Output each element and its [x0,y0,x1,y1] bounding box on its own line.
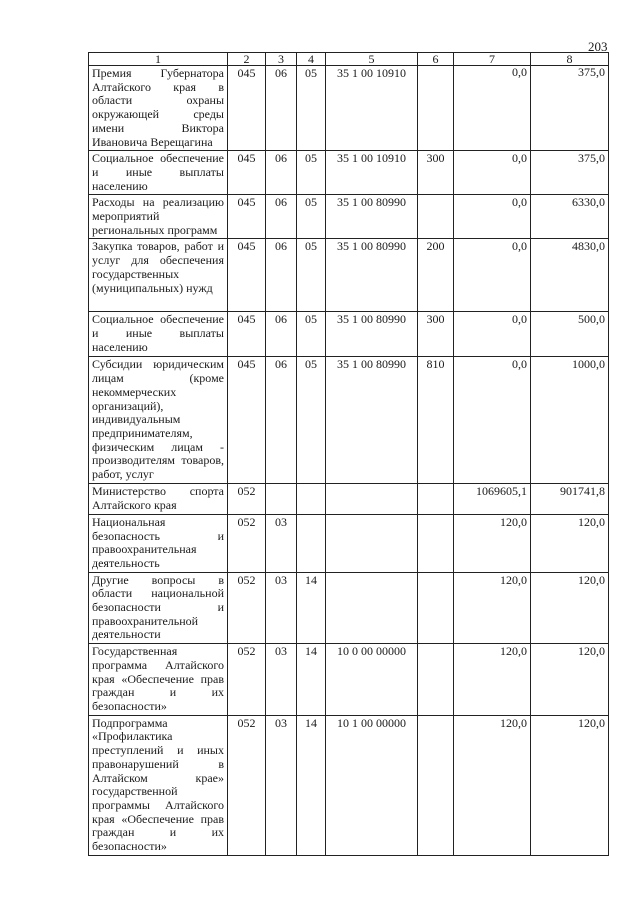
section-code-cell: 06 [266,239,297,312]
subsection-code-cell: 14 [297,572,326,644]
table-row [89,239,609,312]
table-row [89,514,609,572]
page-number: 203 [588,39,608,54]
target-article-cell: 10 1 00 00000 [326,715,418,855]
ministry-code-cell: 052 [228,715,266,855]
section-code-cell: 03 [266,572,297,644]
expense-type-cell [418,66,454,151]
column-header: 3 [266,53,297,66]
ministry-code-cell: 045 [228,357,266,484]
table-row [89,715,609,855]
expense-type-cell [418,715,454,855]
table-row [89,357,609,484]
expense-type-cell [418,514,454,572]
target-article-cell [326,514,418,572]
column-header: 1 [89,53,228,66]
amount-col7-cell: 0,0 [454,312,531,357]
row-name-cell: Другие вопросы в области национальной безопасности и правоохранительной деятельности [89,572,228,644]
amount-col7-cell: 0,0 [454,239,531,312]
row-name-cell: Национальная безопасность и правоохранительная деятельность [89,514,228,572]
subsection-code-cell: 14 [297,644,326,716]
section-code-cell: 06 [266,151,297,195]
amount-col7-cell: 0,0 [454,195,531,239]
ministry-code-cell: 045 [228,239,266,312]
amount-col8-cell: 901741,8 [531,484,609,514]
subsection-code-cell [297,484,326,514]
subsection-code-cell: 05 [297,312,326,357]
subsection-code-cell [297,514,326,572]
amount-col7-cell: 0,0 [454,66,531,151]
row-name-cell: Закупка товаров, работ и услуг для обеспечения государственных (муниципальных) нужд [89,239,228,312]
expense-type-cell [418,644,454,716]
column-header: 5 [326,53,418,66]
column-header: 8 [531,53,609,66]
table-row [89,484,609,514]
amount-col8-cell: 6330,0 [531,195,609,239]
ministry-code-cell: 045 [228,312,266,357]
amount-col8-cell: 120,0 [531,644,609,716]
subsection-code-cell: 05 [297,239,326,312]
subsection-code-cell: 05 [297,357,326,484]
row-name-cell: Министерство спорта Алтайского края [89,484,228,514]
table-row [89,66,609,151]
amount-col7-cell: 1069605,1 [454,484,531,514]
amount-col8-cell: 375,0 [531,151,609,195]
expense-type-cell [418,195,454,239]
ministry-code-cell: 052 [228,484,266,514]
subsection-code-cell: 05 [297,195,326,239]
section-code-cell: 03 [266,644,297,716]
target-article-cell: 35 1 00 80990 [326,312,418,357]
section-code-cell: 06 [266,195,297,239]
amount-col7-cell: 120,0 [454,644,531,716]
amount-col7-cell: 120,0 [454,572,531,644]
table-row [89,312,609,357]
table-row [89,151,609,195]
ministry-code-cell: 045 [228,195,266,239]
row-name-cell: Социальное обеспечение и иные выплаты населению [89,312,228,357]
expense-type-cell: 200 [418,239,454,312]
amount-col8-cell: 120,0 [531,572,609,644]
section-code-cell: 06 [266,66,297,151]
subsection-code-cell: 05 [297,151,326,195]
section-code-cell: 03 [266,715,297,855]
table-row [89,572,609,644]
table-header-row [89,53,609,66]
row-name-cell: Социальное обеспечение и иные выплаты населению [89,151,228,195]
column-header: 4 [297,53,326,66]
ministry-code-cell: 052 [228,514,266,572]
column-header: 6 [418,53,454,66]
ministry-code-cell: 045 [228,66,266,151]
table-row [89,195,609,239]
expense-type-cell: 300 [418,312,454,357]
amount-col8-cell: 120,0 [531,514,609,572]
amount-col7-cell: 120,0 [454,514,531,572]
target-article-cell [326,572,418,644]
amount-col8-cell: 120,0 [531,715,609,855]
target-article-cell: 35 1 00 80990 [326,357,418,484]
expense-type-cell: 300 [418,151,454,195]
amount-col8-cell: 4830,0 [531,239,609,312]
budget-table [88,52,609,856]
ministry-code-cell: 045 [228,151,266,195]
row-name-cell: Расходы на реализацию мероприятий региональных программ [89,195,228,239]
column-header: 2 [228,53,266,66]
target-article-cell [326,484,418,514]
amount-col7-cell: 0,0 [454,357,531,484]
amount-col8-cell: 1000,0 [531,357,609,484]
section-code-cell: 06 [266,312,297,357]
row-name-cell: Подпрограмма «Профилактика преступлений и иных правонарушений в Алтайском крае» государственной программы Алтайского края «Обеспечение прав граждан и их безопасности» [89,715,228,855]
section-code-cell: 03 [266,514,297,572]
column-header: 7 [454,53,531,66]
expense-type-cell [418,572,454,644]
section-code-cell: 06 [266,357,297,484]
amount-col8-cell: 375,0 [531,66,609,151]
ministry-code-cell: 052 [228,644,266,716]
row-name-cell: Субсидии юридическим лицам (кроме некоммерческих организаций), индивидуальным предпринимателям, физическим лицам - производителям товаров, работ, услуг [89,357,228,484]
target-article-cell: 10 0 00 00000 [326,644,418,716]
expense-type-cell [418,484,454,514]
row-name-cell: Государственная программа Алтайского края «Обеспечение прав граждан и их безопасности» [89,644,228,716]
amount-col8-cell: 500,0 [531,312,609,357]
table-row [89,644,609,716]
amount-col7-cell: 120,0 [454,715,531,855]
row-name-cell: Премия Губернатора Алтайского края в области охраны окружающей среды имени Виктора Ивановича Верещагина [89,66,228,151]
expense-type-cell: 810 [418,357,454,484]
subsection-code-cell: 14 [297,715,326,855]
target-article-cell: 35 1 00 80990 [326,239,418,312]
target-article-cell: 35 1 00 80990 [326,195,418,239]
ministry-code-cell: 052 [228,572,266,644]
subsection-code-cell: 05 [297,66,326,151]
section-code-cell [266,484,297,514]
target-article-cell: 35 1 00 10910 [326,151,418,195]
amount-col7-cell: 0,0 [454,151,531,195]
target-article-cell: 35 1 00 10910 [326,66,418,151]
